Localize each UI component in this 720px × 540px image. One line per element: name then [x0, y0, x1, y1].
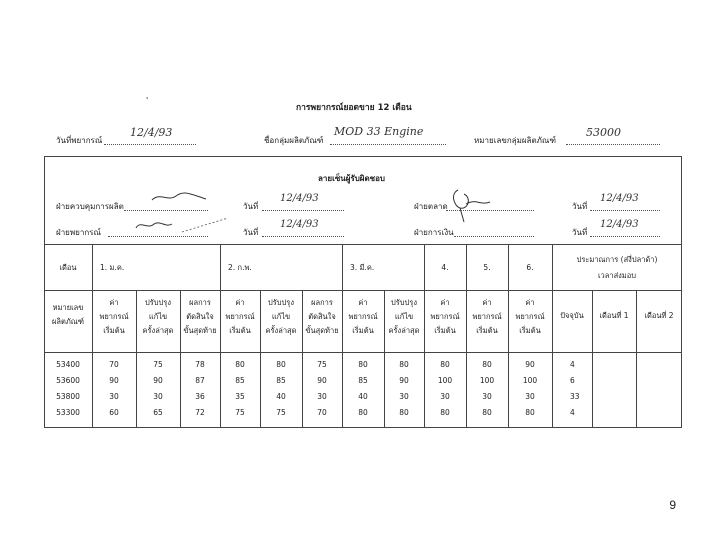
product-group-value: MOD 33 Engine [334, 125, 424, 138]
table-cell: 4 [570, 408, 575, 417]
table-cell: 100 [522, 376, 538, 385]
table-cell: 30 [525, 392, 535, 401]
signature-heading: ลายเซ็นผู้รับผิดชอบ [318, 174, 385, 183]
col-initial-header: ค่า [440, 298, 450, 307]
table-cell: 80 [399, 360, 409, 369]
estimate-header-1: ประมาณการ (ส่งี่ปลาด้า) [576, 255, 658, 264]
product-no-1: หมายเลข [52, 303, 84, 312]
table-cell: 35 [235, 392, 245, 401]
col-result-header: ผลการ [311, 298, 333, 307]
forecast-date-label: วันที่พยากรณ์ [56, 136, 103, 145]
table-cell: 70 [317, 408, 327, 417]
table-cell: 30 [440, 392, 450, 401]
date-label-1: วันที่ [243, 202, 259, 211]
col-initial-header: ค่า [358, 298, 368, 307]
table-cell: 75 [276, 408, 286, 417]
col-initial-header: ค่า [525, 298, 535, 307]
production-label: ฝ่ายควบคุมการผลิต [56, 202, 124, 211]
col-initial-header: พยากรณ์ [99, 312, 129, 321]
table-subheader-line [44, 352, 682, 353]
table-cell: 100 [479, 376, 495, 385]
table-cell: 80 [358, 408, 368, 417]
month-5: 5. [483, 263, 491, 272]
col-result-header: ผลการ [189, 298, 211, 307]
production-signature [150, 190, 210, 204]
top-mark: ' [146, 96, 149, 105]
forecaster-label: ฝ่ายพยากรณ์ [56, 228, 101, 237]
col-adjust-header: ครั้งล่าสุด [142, 326, 174, 335]
col-month-1-header: เดือนที่ 1 [599, 311, 629, 320]
table-cell: 87 [195, 376, 205, 385]
table-cell: 30 [399, 392, 409, 401]
group-number-value: 53000 [586, 126, 621, 139]
table-cell: 90 [317, 376, 327, 385]
col-adjust-header: แก้ไข [394, 312, 414, 321]
table-cell: 90 [525, 360, 535, 369]
table-header-line [44, 290, 682, 291]
month-1: 1. ม.ค. [100, 263, 125, 272]
col-result-header: ตัดสินใจ [186, 312, 214, 321]
col-initial-header: เริ่มต้น [519, 326, 541, 335]
forecaster-signature [132, 214, 232, 238]
table-cell: 85 [276, 376, 286, 385]
table-cell: 33 [570, 392, 580, 401]
table-cell: 80 [525, 408, 535, 417]
form-box [44, 156, 682, 428]
col-initial-header: เริ่มต้น [229, 326, 251, 335]
table-cell: 90 [399, 376, 409, 385]
table-cell: 4 [570, 360, 575, 369]
col-initial-header: พยากรณ์ [348, 312, 378, 321]
col-adjust-header: ครั้งล่าสุด [388, 326, 420, 335]
col-initial-header: ค่า [482, 298, 492, 307]
finance-label: ฝ่ายการเงิน [414, 228, 454, 237]
group-number-label: หมายเลขกลุ่มผลิตภัณฑ์ [474, 136, 556, 145]
table-top-line [44, 244, 682, 245]
table-cell: 80 [440, 408, 450, 417]
table-cell: 40 [358, 392, 368, 401]
page-title: การพยากรณ์ยอดขาย 12 เดือน [296, 103, 412, 113]
date-value-2: 12/4/93 [280, 219, 319, 230]
table-cell: 30 [317, 392, 327, 401]
product-id-cell: 53800 [56, 392, 80, 401]
month-label: เดือน [59, 263, 77, 272]
date-value-4: 12/4/93 [600, 219, 639, 230]
col-adjust-header: ปรับปรุง [390, 298, 417, 307]
col-initial-header: ค่า [109, 298, 119, 307]
table-cell: 85 [235, 376, 245, 385]
product-no-2: ผลิตภัณฑ์ [52, 317, 84, 326]
table-cell: 75 [153, 360, 163, 369]
col-adjust-header: ปรับปรุง [267, 298, 294, 307]
col-month-2-header: เดือนที่ 2 [644, 311, 674, 320]
table-cell: 75 [317, 360, 327, 369]
col-adjust-header: ครั้งล่าสุด [265, 326, 297, 335]
marketing-label: ฝ่ายตลาด [414, 202, 448, 211]
col-initial-header: พยากรณ์ [515, 312, 545, 321]
month-6: 6. [526, 263, 534, 272]
table-cell: 78 [195, 360, 205, 369]
marketing-signature [446, 184, 496, 224]
table-cell: 30 [153, 392, 163, 401]
forecast-date-value: 12/4/93 [130, 126, 173, 139]
month-2: 2. ก.พ. [228, 263, 252, 272]
table-cell: 75 [235, 408, 245, 417]
table-cell: 40 [276, 392, 286, 401]
table-cell: 90 [109, 376, 119, 385]
table-cell: 80 [399, 408, 409, 417]
date-value-3: 12/4/93 [600, 193, 639, 204]
col-initial-header: เริ่มต้น [434, 326, 456, 335]
col-initial-header: เริ่มต้น [476, 326, 498, 335]
col-adjust-header: แก้ไข [271, 312, 291, 321]
table-cell: 30 [482, 392, 492, 401]
estimate-header-2: เวลาส่งมอบ [597, 271, 637, 280]
col-initial-header: ค่า [235, 298, 245, 307]
table-cell: 80 [358, 360, 368, 369]
table-cell: 36 [195, 392, 205, 401]
col-result-header: ขั้นสุดท้าย [305, 326, 339, 335]
month-3: 3. มี.ค. [350, 263, 375, 272]
table-cell: 80 [440, 360, 450, 369]
col-current-header: ปัจจุบัน [560, 311, 584, 320]
col-result-header: ตัดสินใจ [308, 312, 336, 321]
table-cell: 70 [109, 360, 119, 369]
product-id-cell: 53300 [56, 408, 80, 417]
product-id-cell: 53600 [56, 376, 80, 385]
col-adjust-header: แก้ไข [148, 312, 168, 321]
date-label-3: วันที่ [572, 202, 588, 211]
date-label-2: วันที่ [243, 228, 259, 237]
table-cell: 72 [195, 408, 205, 417]
col-initial-header: พยากรณ์ [472, 312, 502, 321]
table-cell: 30 [109, 392, 119, 401]
col-initial-header: พยากรณ์ [430, 312, 460, 321]
table-cell: 80 [235, 360, 245, 369]
table-cell: 65 [153, 408, 163, 417]
table-cell: 85 [358, 376, 368, 385]
col-initial-header: เริ่มต้น [352, 326, 374, 335]
page-number: 9 [669, 498, 676, 512]
col-result-header: ขั้นสุดท้าย [183, 326, 217, 335]
table-cell: 80 [276, 360, 286, 369]
date-label-4: วันที่ [572, 228, 588, 237]
col-initial-header: พยากรณ์ [225, 312, 255, 321]
finance-sign-line [454, 226, 534, 237]
col-initial-header: เริ่มต้น [103, 326, 125, 335]
table-cell: 90 [153, 376, 163, 385]
table-cell: 80 [482, 408, 492, 417]
date-value-1: 12/4/93 [280, 193, 319, 204]
product-id-cell: 53400 [56, 360, 80, 369]
table-cell: 80 [482, 360, 492, 369]
month-4: 4. [441, 263, 449, 272]
col-adjust-header: ปรับปรุง [144, 298, 171, 307]
product-group-label: ชื่อกลุ่มผลิตภัณฑ์ [264, 136, 324, 145]
table-cell: 6 [570, 376, 575, 385]
table-cell: 100 [437, 376, 453, 385]
table-cell: 60 [109, 408, 119, 417]
